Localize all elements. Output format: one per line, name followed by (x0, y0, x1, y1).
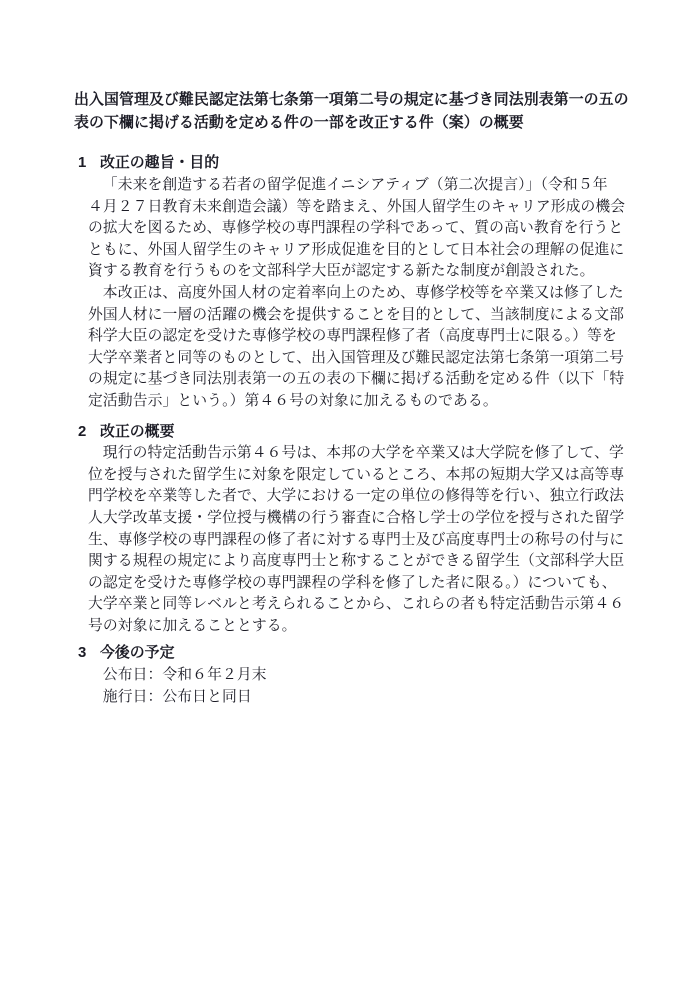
body-line: 科学大臣の認定を受けた専修学校の専門課程修了者（高度専門士に限る。）等を (88, 328, 617, 345)
body-line: 号の対象に加えることとする。 (88, 617, 297, 634)
section-purpose (74, 153, 628, 412)
body-line: 「未来を創造する若者の留学促進イニシアティブ（第二次提言）」（令和５年 (102, 177, 608, 193)
section-schedule (74, 643, 628, 708)
document-title (74, 89, 628, 134)
body-line: 定活動告示」という。）第４６号の対象に加えるものである。 (88, 392, 498, 409)
body-line: の規定に基づき同法別表第一の五の表の下欄に掲げる活動を定める件（以下「特 (88, 371, 625, 388)
body-line: 位を授与された留学生に対象を限定しているところ、本邦の短期大学又は高等専 (88, 466, 625, 483)
body-line: の拡大を図るため、専修学校の専門課程の学科であって、質の高い教育を行うと (88, 220, 624, 237)
section-schedule-heading (74, 643, 628, 665)
section-heading-label: 今後の予定 (100, 645, 175, 662)
section-number: 1 (78, 155, 87, 172)
section-overview-heading (74, 422, 628, 444)
body-line: 大学卒業と同等レベルと考えられることから、これらの者も特定活動告示第４６ (88, 596, 625, 613)
body-line: 資する教育を行うものを文部科学大臣が認定する新たな制度が創設された。 (88, 263, 595, 280)
paragraph (88, 665, 628, 687)
section-number: 3 (78, 645, 87, 662)
body-line: 人大学改革支援・学位授与機構の行う審査に合格し学士の学位を授与された留学 (88, 509, 625, 526)
body-line: 生、専修学校の専門課程の修了者に対する専門士及び高度専門士の称号の付与に (88, 531, 625, 548)
paragraph (88, 687, 628, 709)
body-line: の認定を受けた専修学校の専門課程の学科を修了した者に限る。）についても、 (88, 574, 617, 591)
paragraph (88, 175, 628, 283)
body-line: 大学卒業者と同等のものとして、出入国管理及び難民認定法第七条第一項第二号 (88, 349, 624, 366)
paragraph (88, 443, 628, 637)
section-number: 2 (78, 423, 87, 440)
body-line: 現行の特定活動告示第４６号は、本邦の大学を卒業又は大学院を修了して、学 (102, 445, 624, 462)
body-line-promulgation-date: 公布日：令和６年２月末 (102, 667, 267, 684)
section-heading-label: 改正の概要 (100, 423, 175, 440)
paragraph (88, 283, 628, 413)
section-purpose-heading (74, 153, 628, 175)
body-line: 外国人材に一層の活躍の機会を提供することを目的として、当該制度による文部 (88, 306, 624, 323)
body-line: 門学校を卒業等した者で、大学における一定の単位の修得等を行い、独立行政法 (88, 488, 624, 505)
body-line: 関する規程の規定により高度専門士と称することができる留学生（文部科学大臣 (88, 553, 625, 570)
body-line: ４月２７日教育未来創造会議）等を踏まえ、外国人留学生のキャリア形成の機会 (88, 198, 626, 215)
document-title-line-2: 表の下欄に掲げる活動を定める件の一部を改正する件（案）の概要 (74, 114, 524, 131)
section-overview (74, 422, 628, 638)
section-heading-label: 改正の趣旨・目的 (100, 155, 220, 172)
body-line-enforcement-date: 施行日：公布日と同日 (102, 688, 252, 705)
document-title-line-1: 出入国管理及び難民認定法第七条第一項第二号の規定に基づき同法別表第一の五の (74, 92, 629, 108)
body-line: 本改正は、高度外国人材の定着率向上のため、専修学校等を卒業又は修了した (102, 284, 624, 301)
body-line: ともに、外国人留学生のキャリア形成促進を目的として日本社会の理解の促進に (88, 241, 625, 258)
